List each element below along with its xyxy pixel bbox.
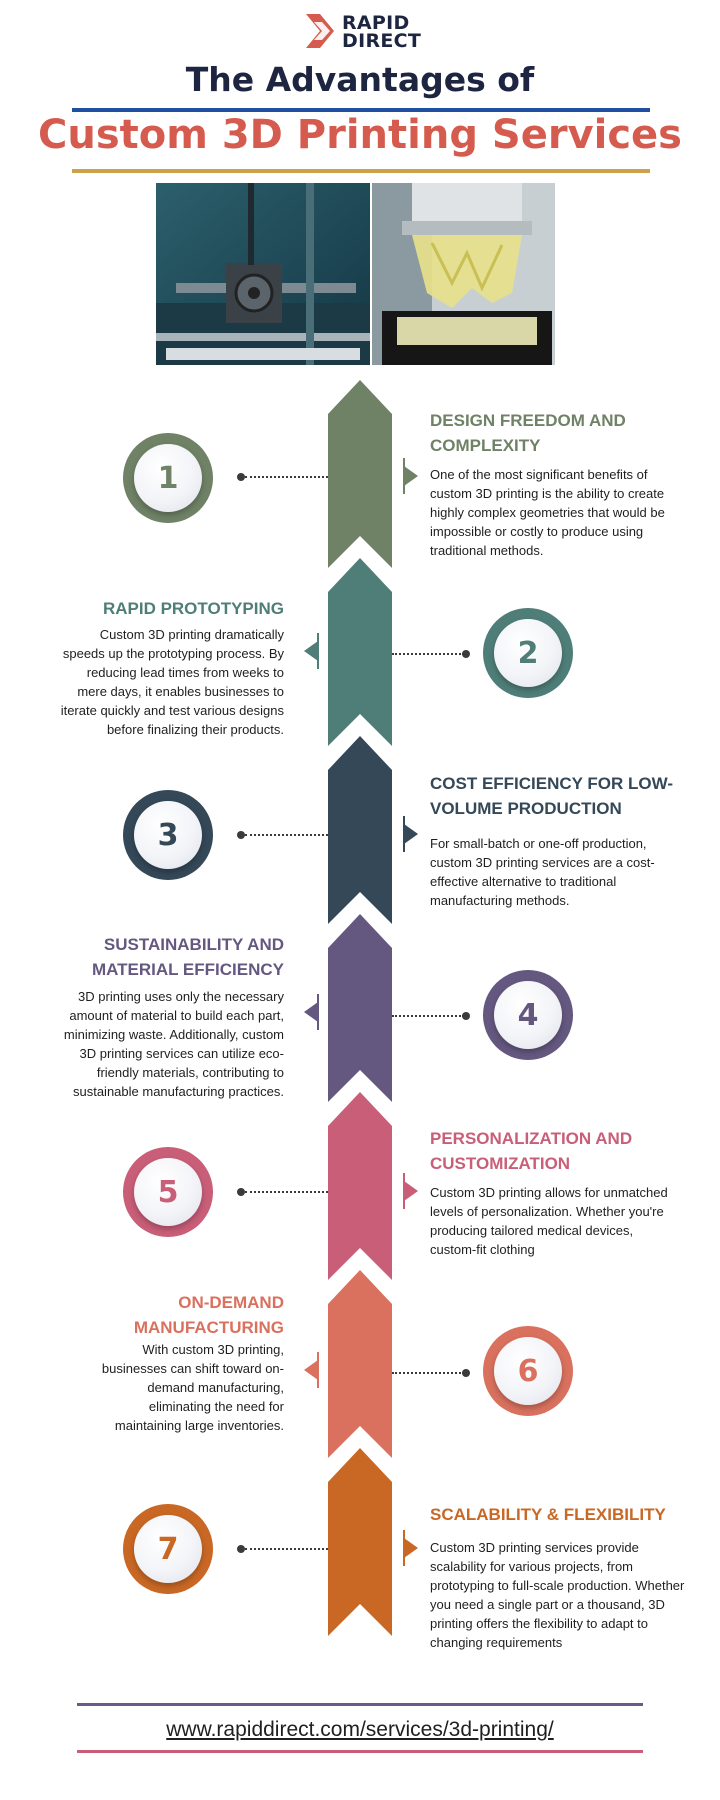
step-2-number: 2 xyxy=(494,619,562,687)
step-6-number: 6 xyxy=(494,1337,562,1405)
step-3-pointer xyxy=(402,816,420,852)
step-5-title: PERSONALIZATION AND CUSTOMIZATION xyxy=(430,1129,633,1173)
step-1-connector xyxy=(245,476,328,478)
step-1-pointer xyxy=(402,458,420,494)
step-6-title: ON-DEMAND MANUFACTURING xyxy=(133,1293,284,1337)
step-5-body: Custom 3D printing allows for unmatched levels of personalization. Whether you're producing tailored medical devices, custom-fit clothing xyxy=(430,1185,668,1257)
step-5-number: 5 xyxy=(134,1158,202,1226)
timeline-arrow-6 xyxy=(328,1270,392,1458)
step-7-pointer xyxy=(402,1530,420,1566)
step-4-connector xyxy=(392,1015,464,1017)
step-1-number: 1 xyxy=(134,444,202,512)
step-6-connector xyxy=(392,1372,464,1374)
step-7-connector-dot xyxy=(237,1545,245,1553)
rapiddirect-logo-icon xyxy=(304,12,340,50)
step-3-number: 3 xyxy=(134,801,202,869)
timeline-arrow-4 xyxy=(328,914,392,1102)
footer-rule-top xyxy=(77,1703,643,1706)
step-5-number-badge xyxy=(123,1147,213,1237)
step-7-body: Custom 3D printing services provide scalability for various projects, from prototyping to full-scale production. Whether you need a single part or a thousand, 3D printing offers the flexibility to adapt to changing requirements xyxy=(430,1540,685,1650)
page-subtitle: Custom 3D Printing Services xyxy=(37,112,682,158)
timeline-arrow-5 xyxy=(328,1092,392,1280)
step-5-connector-dot xyxy=(237,1188,245,1196)
step-3-body: For small-batch or one-off production, custom 3D printing services are a cost-effective alternative to traditional manufacturing methods. xyxy=(430,836,655,908)
step-6-body: With custom 3D printing, businesses can shift toward on-demand manufacturing, eliminating the need for maintaining large inventories. xyxy=(101,1342,284,1433)
step-2-pointer xyxy=(302,633,320,669)
step-7-title: SCALABILITY & FLEXIBILITY xyxy=(430,1505,666,1524)
step-7-number: 7 xyxy=(134,1515,202,1583)
logo xyxy=(304,12,424,50)
step-3-connector xyxy=(245,834,328,836)
step-2-title: RAPID PROTOTYPING xyxy=(102,599,284,618)
step-2-connector xyxy=(392,653,464,655)
step-2-number-badge xyxy=(483,608,573,698)
footer-url-link[interactable]: www.rapiddirect.com/services/3d-printing/ xyxy=(166,1718,554,1741)
3d-printer-extruder-photo xyxy=(156,183,370,365)
step-3-connector-dot xyxy=(237,831,245,839)
timeline-arrow-3 xyxy=(328,736,392,924)
step-4-number-badge xyxy=(483,970,573,1060)
logo-line2: DIRECT xyxy=(342,30,422,52)
step-4-pointer xyxy=(302,994,320,1030)
step-6-connector-dot xyxy=(462,1369,470,1377)
step-7-number-badge xyxy=(123,1504,213,1594)
step-4-title: SUSTAINABILITY AND MATERIAL EFFICIENCY xyxy=(91,935,284,979)
step-3-number-badge xyxy=(123,790,213,880)
resin-3d-printing-photo xyxy=(372,183,555,365)
step-1-body: One of the most significant benefits of custom 3D printing is the ability to create highly complex geometries that would be impossible or costly to produce using traditional methods. xyxy=(430,467,665,558)
timeline-arrow-1 xyxy=(328,380,392,568)
step-4-connector-dot xyxy=(462,1012,470,1020)
step-6-number-badge xyxy=(483,1326,573,1416)
step-7-connector xyxy=(245,1548,328,1550)
title-rule-bottom xyxy=(72,169,650,173)
step-3-title: COST EFFICIENCY FOR LOW-VOLUME PRODUCTION xyxy=(430,774,674,818)
step-5-connector xyxy=(245,1191,328,1193)
timeline-arrow-2 xyxy=(328,558,392,746)
step-1-title: DESIGN FREEDOM AND COMPLEXITY xyxy=(430,411,626,455)
step-4-number: 4 xyxy=(494,981,562,1049)
step-5-pointer xyxy=(402,1173,420,1209)
step-1-connector-dot xyxy=(237,473,245,481)
step-4-body: 3D printing uses only the necessary amount of material to build each part, minimizing waste. Additionally, custom 3D printing services can utilize eco-friendly materials, contributing to sustainable manufacturing practices. xyxy=(63,989,284,1099)
timeline-arrow-7 xyxy=(328,1448,392,1636)
step-6-pointer xyxy=(302,1352,320,1388)
step-2-body: Custom 3D printing dramatically speeds up the prototyping process. By reducing lead times from weeks to mere days, it enables businesses to iterate quickly and test various designs before finalizing their products. xyxy=(60,627,284,737)
footer-rule-bottom xyxy=(77,1750,643,1753)
step-1-number-badge xyxy=(123,433,213,523)
step-2-connector-dot xyxy=(462,650,470,658)
logo-line1: RAPID xyxy=(342,12,410,34)
timeline-arrows xyxy=(328,380,392,1640)
page-title: The Advantages of xyxy=(185,60,535,99)
